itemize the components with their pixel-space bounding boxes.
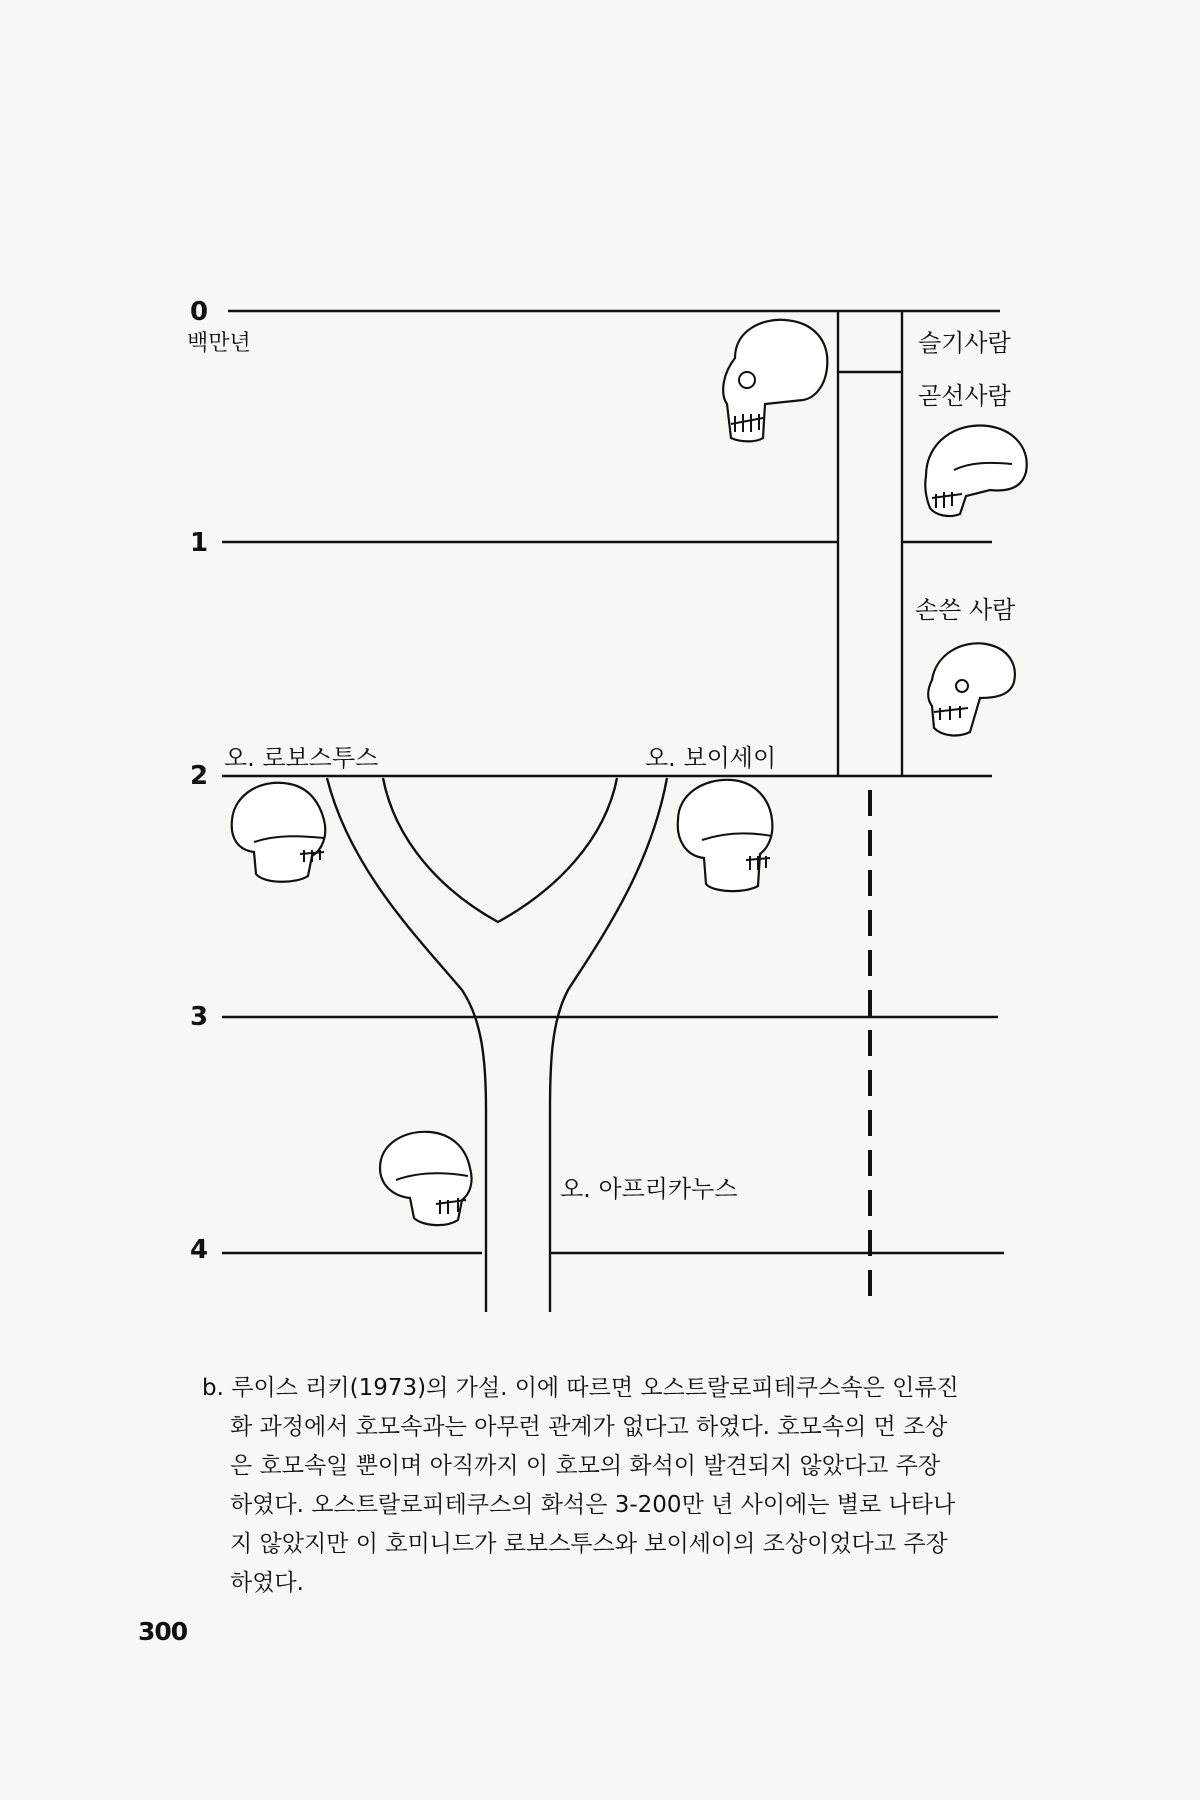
australopithecus-branch xyxy=(327,778,667,1312)
skull-erectus-icon xyxy=(925,425,1026,516)
label-sapiens: 슬기사람 xyxy=(918,329,1011,357)
figure-caption: b. 루이스 리키(1973)의 가설. 이에 따르면 오스트랄로피테쿠스속은 인류진화 과정에서 호모속과는 아무런 관계가 없다고 하였다. 호모속의 먼 조상은 호모속일 뿐이며 아직까지 이 호모의 화석이 발견되지 않았다고 주장하였다. 오스트랄로피테쿠스의 화석은 3-200만 년 사이에는 별로 나타나지 않았지만 이 호미니드가 로보스투스와 보이세이의 조상이었다고 주장하였다. xyxy=(202,1375,959,1596)
skull-africanus-icon xyxy=(380,1132,472,1225)
skull-boisei-icon xyxy=(678,780,773,891)
label-habilis: 손쓴 사람 xyxy=(915,596,1016,624)
tick-1: 1 xyxy=(190,528,209,558)
tick-4: 4 xyxy=(190,1235,209,1265)
label-africanus: 오. 아프리카누스 xyxy=(560,1175,738,1203)
tick-2: 2 xyxy=(190,761,209,791)
skull-habilis-icon xyxy=(928,643,1015,735)
page-number: 300 xyxy=(138,1617,188,1646)
skull-sapiens-icon xyxy=(723,320,827,442)
tick-0: 0 xyxy=(190,297,209,327)
homo-lineage-column xyxy=(838,311,902,776)
axis-unit-label: 백만년 xyxy=(187,331,251,356)
label-erectus: 곧선사람 xyxy=(918,382,1011,410)
skull-robustus-icon xyxy=(232,783,326,882)
time-grid-lines xyxy=(222,311,1004,1253)
tick-3: 3 xyxy=(190,1002,209,1032)
label-boisei: 오. 보이세이 xyxy=(645,744,777,772)
label-robustus: 오. 로보스투스 xyxy=(224,744,379,772)
